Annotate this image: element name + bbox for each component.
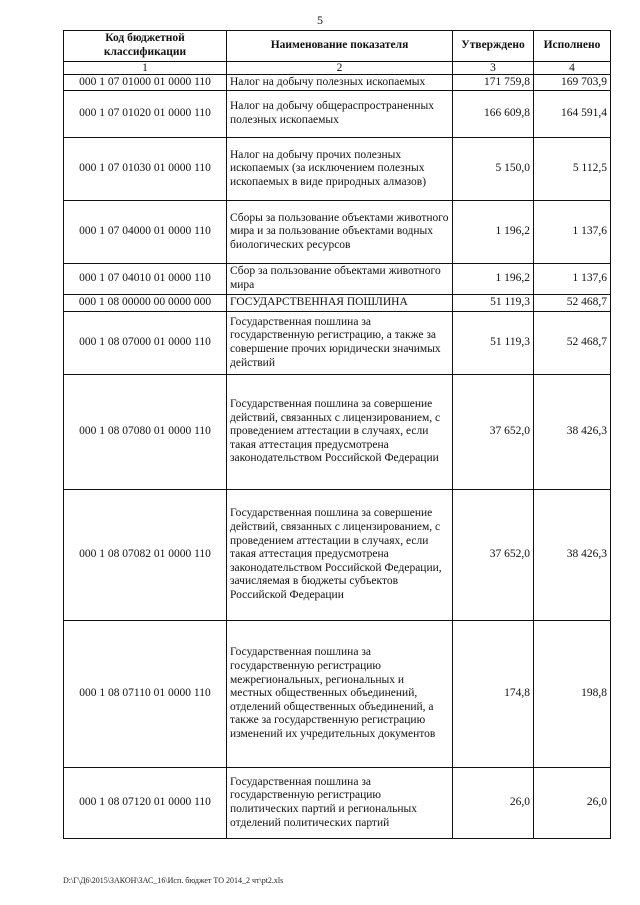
row-name: Налог на добычу полезных ископаемых xyxy=(227,75,453,91)
table-row xyxy=(64,490,611,621)
column-number-row xyxy=(64,62,611,75)
budget-execution-table xyxy=(63,30,611,839)
row-name: Налог на добычу общераспространенных полезных ископаемых xyxy=(227,91,453,138)
row-name: Государственная пошлина за государственную регистрацию межрегиональных, региональных и местных общественных объединений, отделений общественных объединений, а также за государственную регистрацию изменений их учредительных документов xyxy=(227,621,453,768)
column-number: 2 xyxy=(227,62,453,75)
row-code: 000 1 07 04010 01 0000 110 xyxy=(64,264,227,295)
row-executed: 52 468,7 xyxy=(534,312,611,375)
row-executed: 1 137,6 xyxy=(534,264,611,295)
row-executed: 52 468,7 xyxy=(534,295,611,312)
row-name: Государственная пошлина за государственную регистрацию, а также за совершение прочих юридически значимых действий xyxy=(227,312,453,375)
row-approved: 1 196,2 xyxy=(453,201,534,264)
row-approved: 26,0 xyxy=(453,768,534,839)
row-code: 000 1 08 00000 00 0000 000 xyxy=(64,295,227,312)
row-approved: 5 150,0 xyxy=(453,138,534,201)
table-row xyxy=(64,312,611,375)
row-approved: 51 119,3 xyxy=(453,312,534,375)
header-approved: Утверждено xyxy=(453,31,534,62)
row-executed: 38 426,3 xyxy=(534,490,611,621)
row-approved: 174,8 xyxy=(453,621,534,768)
row-name: Государственная пошлина за государственную регистрацию политических партий и региональных отделений политических партий xyxy=(227,768,453,839)
page-number: 5 xyxy=(317,13,323,27)
row-executed: 1 137,6 xyxy=(534,201,611,264)
row-name: Государственная пошлина за совершение действий, связанных с лицензированием, с проведением аттестации в случаях, если такая аттестация предусмотрена законодательством Российской Федерации, зачисляемая в бюджеты субъектов Российской Федерации xyxy=(227,490,453,621)
table-row xyxy=(64,621,611,768)
column-number: 4 xyxy=(534,62,611,75)
row-name: Налог на добычу прочих полезных ископаемых (за исключением полезных ископаемых в виде природных алмазов) xyxy=(227,138,453,201)
column-number: 1 xyxy=(64,62,227,75)
row-name: Государственная пошлина за совершение действий, связанных с лицензированием, с проведением аттестации в случаях, если такая аттестация предусмотрена законодательством Российской Федерации xyxy=(227,375,453,490)
table-row xyxy=(64,91,611,138)
row-code: 000 1 08 07080 01 0000 110 xyxy=(64,375,227,490)
row-name: ГОСУДАРСТВЕННАЯ ПОШЛИНА xyxy=(227,295,453,312)
table-row xyxy=(64,201,611,264)
row-code: 000 1 07 01030 01 0000 110 xyxy=(64,138,227,201)
row-approved: 166 609,8 xyxy=(453,91,534,138)
row-executed: 169 703,9 xyxy=(534,75,611,91)
table-row xyxy=(64,75,611,91)
header-name: Наименование показателя xyxy=(227,31,453,62)
row-executed: 164 591,4 xyxy=(534,91,611,138)
table-row xyxy=(64,375,611,490)
table-row xyxy=(64,264,611,295)
row-name: Сборы за пользование объектами животного мира и за пользование объектами водных биологических ресурсов xyxy=(227,201,453,264)
row-code: 000 1 07 04000 01 0000 110 xyxy=(64,201,227,264)
footer-file-path: D:\Г\Д6\2015\ЗАКОН\ЗАС_16\Исп. бюджет ТО 2014_2 чт\pt2.xls xyxy=(63,876,284,885)
row-executed: 198,8 xyxy=(534,621,611,768)
row-code: 000 1 07 01000 01 0000 110 xyxy=(64,75,227,91)
header-executed: Исполнено xyxy=(534,31,611,62)
table-row xyxy=(64,768,611,839)
row-code: 000 1 08 07110 01 0000 110 xyxy=(64,621,227,768)
row-approved: 37 652,0 xyxy=(453,375,534,490)
row-code: 000 1 08 07082 01 0000 110 xyxy=(64,490,227,621)
row-executed: 5 112,5 xyxy=(534,138,611,201)
row-code: 000 1 07 01020 01 0000 110 xyxy=(64,91,227,138)
row-name: Сбор за пользование объектами животного мира xyxy=(227,264,453,295)
row-approved: 37 652,0 xyxy=(453,490,534,621)
row-approved: 171 759,8 xyxy=(453,75,534,91)
column-number: 3 xyxy=(453,62,534,75)
table-row xyxy=(64,138,611,201)
row-approved: 51 119,3 xyxy=(453,295,534,312)
header-code: Код бюджетной классификации xyxy=(64,31,227,62)
row-executed: 38 426,3 xyxy=(534,375,611,490)
table-row xyxy=(64,295,611,312)
row-approved: 1 196,2 xyxy=(453,264,534,295)
row-executed: 26,0 xyxy=(534,768,611,839)
row-code: 000 1 08 07120 01 0000 110 xyxy=(64,768,227,839)
table-header-row xyxy=(64,31,611,62)
row-code: 000 1 08 07000 01 0000 110 xyxy=(64,312,227,375)
